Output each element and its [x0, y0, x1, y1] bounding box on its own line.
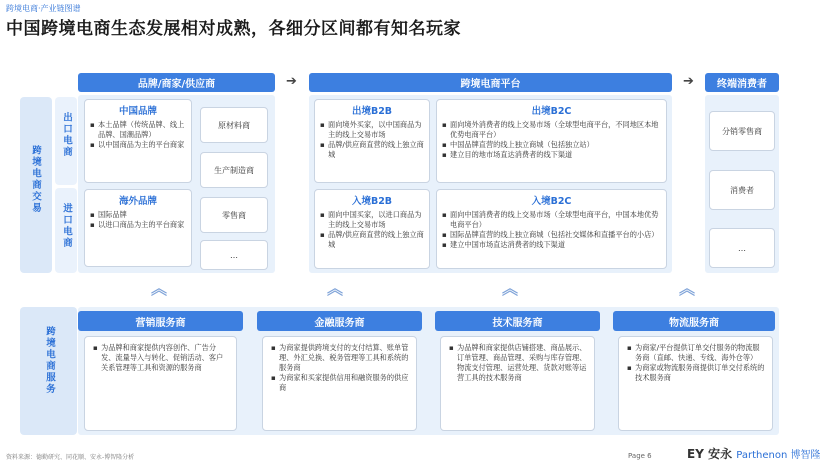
- export-b2b-card: [314, 99, 430, 183]
- consumer-more: …: [709, 228, 775, 268]
- export-b2c-list: [442, 120, 661, 160]
- list-item: ▪ 为品牌和商家提供店铺搭建、商品展示、订单管理、商品管理、采购与库存管理、物流支付管理、运营处理、货款对账等运营工具的技术服务商: [449, 343, 588, 383]
- intl-brand-title: 海外品牌: [118, 196, 157, 207]
- service-marketing-list: [93, 343, 230, 373]
- header-consumer: 终端消费者: [705, 73, 779, 92]
- service-tech-list: [449, 343, 588, 383]
- service-tech-header: 技术服务商: [435, 311, 600, 331]
- chevron-up-icon: ︽: [150, 279, 167, 298]
- list-item: ▪ 为商家/平台提供订单交付服务的物流服务商（直邮、快递、专线、海外仓等）: [627, 343, 766, 363]
- list-item: ▪ 本土品牌（传统品牌、线上品牌、国潮品牌）: [90, 120, 186, 140]
- breadcrumb: 跨境电商·产业链图谱: [6, 4, 81, 13]
- china-brand-title: 中国品牌: [118, 106, 157, 117]
- list-item: ▪ 为商家和买家提供信用和融资服务的供应商: [271, 373, 410, 393]
- list-item: ▪ 品牌/供应商直营的线上独立商城: [320, 230, 424, 250]
- import-b2b-list: [320, 210, 424, 250]
- list-item: ▪ 国际品牌直营的线上独立商城（包括社交媒体和直播平台的小店）: [442, 230, 661, 240]
- list-item: ▪ 面向中国消费者的线上交易市场（全球型电商平台，中国本地优势电商平台）: [442, 210, 661, 230]
- list-item: ▪ 面向中国买家，以进口商品为主的线上交易市场: [320, 210, 424, 230]
- export-b2b-title: 出境B2B: [351, 106, 393, 117]
- intl-brand-list: [90, 210, 186, 230]
- chevron-up-icon: ︽: [501, 279, 518, 298]
- china-brand-list: [90, 120, 186, 150]
- list-item: ▪ 为品牌和商家提供内容创作、广告分发、流量导入与转化、促销活动、客户关系管理等工具和资源的服务商: [93, 343, 230, 373]
- service-finance-card: [262, 336, 417, 431]
- source-note: 资料来源：德勤研究、同花顺、安永-博智隆分析: [6, 454, 135, 461]
- import-b2c-title: 入境B2C: [531, 196, 572, 207]
- export-b2c-card: [436, 99, 667, 183]
- list-item: ▪ 建立中国市场直达消费者的线下渠道: [442, 240, 661, 250]
- chevron-up-icon: ︽: [326, 279, 343, 298]
- service-logistics-header: 物流服务商: [613, 311, 775, 331]
- supplier-raw-material: 原材料商: [200, 107, 268, 143]
- supplier-more: …: [200, 240, 268, 270]
- consumer-distributor: 分销零售商: [709, 111, 775, 151]
- side-trade-label: 跨境电商交易: [30, 145, 41, 214]
- service-logistics-list: [627, 343, 766, 383]
- header-platform: 跨境电商平台: [309, 73, 672, 92]
- chevron-up-icon: ︽: [678, 279, 695, 298]
- list-item: ▪ 以进口商品为主的平台商家: [90, 220, 186, 230]
- brand-logo: [687, 445, 820, 462]
- china-brand-card: [84, 99, 192, 183]
- import-label: 进口电商: [61, 203, 72, 249]
- list-item: ▪ 面向境外买家，以中国商品为主的线上交易市场: [320, 120, 424, 140]
- service-finance-header: 金融服务商: [257, 311, 422, 331]
- service-finance-list: [271, 343, 410, 393]
- list-item: ▪ 面向境外消费者的线上交易市场（全球型电商平台，不同地区本地优势电商平台）: [442, 120, 661, 140]
- arrow-right-icon: ➔: [286, 74, 297, 89]
- import-b2b-title: 入境B2B: [351, 196, 393, 207]
- list-item: ▪ 为商家提供跨境支付的支付结算、账单管理、外汇兑换、税务管理等工具和系统的服务商: [271, 343, 410, 373]
- service-tech-card: [440, 336, 595, 431]
- brand-ey: EY 安永: [687, 447, 733, 461]
- export-b2b-list: [320, 120, 424, 160]
- export-b2c-title: 出境B2C: [531, 106, 572, 117]
- side-service-label: 跨境电商服务: [44, 326, 55, 395]
- header-brands: 品牌/商家/供应商: [78, 73, 275, 92]
- brand-parthenon: Parthenon 博智隆: [736, 450, 820, 461]
- service-marketing-header: 营销服务商: [78, 311, 243, 331]
- import-b2c-list: [442, 210, 661, 250]
- arrow-right-icon: ➔: [683, 74, 694, 89]
- supplier-manufacturer: 生产制造商: [200, 152, 268, 188]
- list-item: ▪ 为商家或物流服务商提供订单交付系统的技术服务商: [627, 363, 766, 383]
- import-b2b-card: [314, 189, 430, 269]
- service-marketing-card: [84, 336, 237, 431]
- list-item: ▪ 以中国商品为主的平台商家: [90, 140, 186, 150]
- page-number: Page 6: [628, 452, 652, 460]
- list-item: ▪ 国际品牌: [90, 210, 186, 220]
- export-label: 出口电商: [61, 112, 72, 158]
- supplier-retailer: 零售商: [200, 197, 268, 233]
- page-title: 中国跨境电商生态发展相对成熟，各细分区间都有知名玩家: [6, 19, 461, 39]
- list-item: ▪ 中国品牌直营的线上独立商城（包括独立站）: [442, 140, 661, 150]
- service-logistics-card: [618, 336, 773, 431]
- list-item: ▪ 建立目的地市场直达消费者的线下渠道: [442, 150, 661, 160]
- import-b2c-card: [436, 189, 667, 269]
- list-item: ▪ 品牌/供应商直营的线上独立商城: [320, 140, 424, 160]
- intl-brand-card: [84, 189, 192, 267]
- consumer-buyer: 消费者: [709, 170, 775, 210]
